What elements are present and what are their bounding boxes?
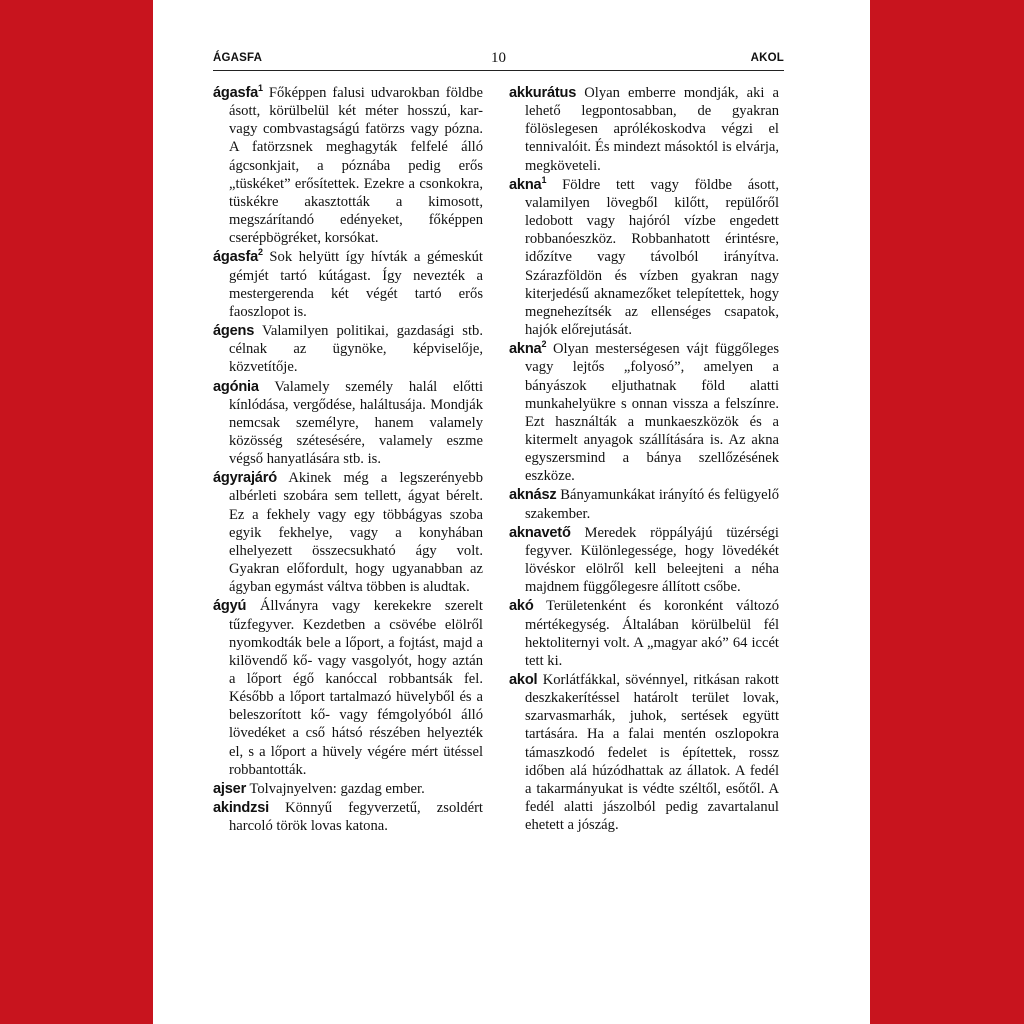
headword: aknavető <box>509 524 571 541</box>
headword: ágasfa$^1$ <box>213 83 263 101</box>
dictionary-entry <box>213 597 483 779</box>
headword: ágens <box>213 323 255 340</box>
dictionary-entry <box>213 84 483 247</box>
dictionary-entry <box>509 486 779 522</box>
page-number: 10 <box>491 50 506 66</box>
definition: Tolvajnyelven: gazdag ember. <box>249 780 425 797</box>
definition: Sok helyütt így hívták a gémeskút gémjét tartó kútágast. Így nevezték a mestergerenda két végét tartó erős faoszlopot is. <box>229 249 483 320</box>
definition: Állványra vagy kerekekre szerelt tűzfegyver. Kezdetben a csövébe elölről nyomkodták bele a lőport, a fojtást, majd a kilövendő kő- vagy vasgolyót, hogy aztán a lőport égő kanóccal robbantsák fel. Később a lőport tartalmazó hüvelyből és a beleszorított kő- vagy fémgolyóból álló lövedéket a cső hátsó részében helyezték el, s a lőport a hüvely végére mért ütéssel robbantották. <box>229 598 483 778</box>
dictionary-entry <box>213 248 483 321</box>
definition: Akinek még a legszerényebb albérleti szobára sem tellett, ágyat bérelt. Ez a fekhely vagy egy többágyas szoba egyik fekhelye, vagy a konyhában elhelyezett összecsukható ágy volt. Gyakran előfordult, hogy ugyanabban az ágyban egymást váltva többen is aludtak. <box>229 470 483 596</box>
headword: ajser <box>213 780 247 797</box>
dictionary-entry <box>509 84 779 175</box>
definition: Olyan emberre mondják, aki a lehető legpontosabban, de gyakran fölöslegesen aprólékoskodva végzi el tennivalóit. És mindezt másoktól is elvárja, megköveteli. <box>525 85 779 174</box>
headword: akol <box>509 672 538 688</box>
dictionary-entry <box>213 799 483 835</box>
definition: Korlátfákkal, sövénnyel, ritkásan rakott deszkakerítéssel határolt terület lovak, szarvasmarhák, juhok, sertések együtt tartására. Ha a falai mentén oszlopokra támaszkodó fedelet is építettek, rossz időben alá húzódhattak az állatok. A fedél a takarmányukat is védte széltől, esőtől. A fedél alatti jászolból pedig zavartalanul ehetett a jószág. <box>525 672 779 834</box>
definition: Könnyű fegyverzetű, zsoldért harcoló török lovas katona. <box>229 800 483 835</box>
headword: akó <box>509 598 534 615</box>
dictionary-entry <box>509 671 779 834</box>
definition: Meredek röppályájú tüzérségi fegyver. Különlegessége, hogy lövedékét lövéskor elölről kell beleejteni a néha majdnem függőlegesre állított csőbe. <box>525 524 779 596</box>
first-guide-word: ÁGASFA <box>213 52 263 64</box>
right-column <box>509 84 779 835</box>
headword: aknász <box>509 487 557 504</box>
headword: akna$^2$ <box>509 339 547 358</box>
left-red-margin <box>0 0 153 1024</box>
dictionary-entry <box>509 176 779 339</box>
dictionary-entry <box>509 597 779 670</box>
headword: ágyrajáró <box>213 470 277 487</box>
running-head <box>213 50 784 68</box>
headword: ágasfa$^2$ <box>213 247 263 266</box>
definition: Valamilyen politikai, gazdasági stb. célnak az ügynöke, képviselője, közvetítője. <box>229 323 483 376</box>
definition: Területenként és koronként változó mértékegység. Általában körülbelül fél hektoliternyi volt. A „magyar akó” 64 iccét tett ki. <box>525 598 779 669</box>
header-rule <box>213 70 784 71</box>
dictionary-entry <box>213 469 483 596</box>
last-guide-word: AKOL <box>750 52 784 64</box>
definition: Valamely személy halál előtti kínlódása, vergődése, haláltusája. Mondják nemcsak személyre, hanem valamely közösség szétesésére, valamely eszme végső hanyatlására stb. is. <box>229 378 483 468</box>
right-red-margin <box>870 0 1024 1024</box>
headword: ágyú <box>213 598 247 615</box>
dictionary-entry <box>213 322 483 376</box>
dictionary-entry <box>213 378 483 469</box>
headword: agónia <box>213 378 259 395</box>
dictionary-entry <box>213 780 483 798</box>
left-column <box>213 84 483 836</box>
headword: akindzsi <box>213 800 269 817</box>
dictionary-page <box>153 0 870 1024</box>
definition: Földre tett vagy földbe ásott, valamilyen lövegből kilőtt, repülőről ledobott vagy hajóról vízbe engedett robbanóeszköz. Robbanhatott érintésre, időzítve vagy távolból irányítva. Szárazföldön és vízben gyakran nagy kiterjedésű aknamezőket telepítettek, hogy megnehezítsék az ellenséges csapatok, hajók előrejutását. <box>525 176 779 339</box>
headword: akkurátus <box>509 85 577 101</box>
headword: akna$^1$ <box>509 174 547 193</box>
definition: Főképpen falusi udvarokban földbe ásott, körülbelül két méter hosszú, kar- vagy combvastagságú fatörzs vagy pózna. A fatörzsnek meghagyták felfelé álló ágcsonkjait, a póznába pedig erős „tüskéket” erősítettek. Ezekre a csonkokra, tüskékre akasztották a kimosott, megszárítandó edényeket, főképpen cserépbögréket, korsókat. <box>229 85 483 247</box>
definition: Olyan mesterségesen vájt függőleges vagy lejtős „folyosó”, amelyen a bányászok eljuthatnak föld alatti munkahelyükre s onnan vissza a felszínre. Ezt használták a munkaeszközök és a kitermelt anyagok szállítására is. Az akna egyszersmind a bánya szellőzésének eszköze. <box>525 341 779 485</box>
definition: Bányamunkákat irányító és felügyelő szakember. <box>525 487 780 522</box>
dictionary-entry <box>509 524 779 597</box>
dictionary-entry <box>509 340 779 485</box>
